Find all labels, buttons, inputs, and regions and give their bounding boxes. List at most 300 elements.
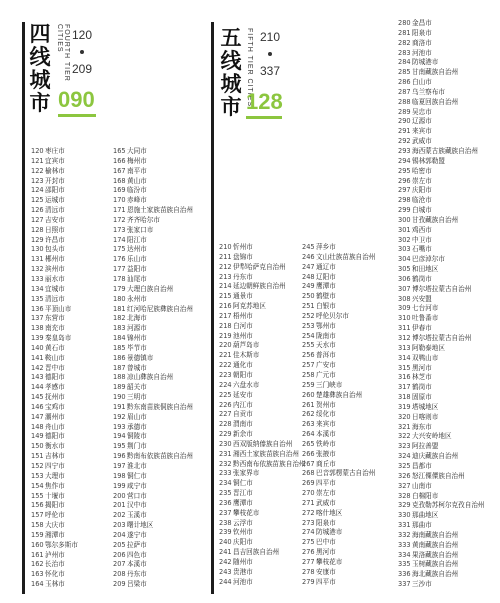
city-row bbox=[31, 501, 78, 511]
city-name: 邵阳市 bbox=[45, 186, 65, 195]
city-rank: 230 bbox=[219, 439, 232, 448]
city-name: 攀枝花市 bbox=[316, 558, 343, 566]
city-name: 赤峰市 bbox=[127, 196, 147, 205]
city-rank: 277 bbox=[302, 558, 315, 566]
city-row bbox=[113, 334, 193, 344]
city-name: 呼伦贝尔市 bbox=[316, 311, 349, 320]
city-rank: 247 bbox=[302, 262, 315, 271]
city-rank: 120 bbox=[31, 147, 44, 155]
city-rank: 251 bbox=[302, 302, 315, 311]
city-name: 吐鲁番市 bbox=[412, 314, 439, 323]
city-rank: 252 bbox=[302, 311, 315, 320]
city-rank: 276 bbox=[302, 548, 315, 557]
city-row bbox=[31, 147, 78, 157]
city-row bbox=[113, 541, 193, 551]
city-rank: 319 bbox=[398, 402, 411, 411]
city-name: 鄂尔多斯市 bbox=[45, 540, 78, 549]
city-name: 大理市 bbox=[45, 471, 65, 480]
city-name: 崇左市 bbox=[412, 176, 432, 185]
city-rank: 269 bbox=[302, 479, 315, 488]
city-name: 汕尾市 bbox=[127, 274, 147, 283]
city-row bbox=[398, 137, 485, 147]
city-rank: 197 bbox=[113, 462, 126, 470]
city-rank: 201 bbox=[113, 501, 126, 510]
city-name: 四平市 bbox=[316, 577, 336, 586]
city-rank: 257 bbox=[302, 361, 315, 370]
city-name: 西双版纳傣族自治州 bbox=[233, 439, 293, 448]
city-name: 萍乡市 bbox=[316, 243, 336, 251]
city-rank: 301 bbox=[398, 225, 411, 234]
city-row bbox=[302, 499, 375, 509]
city-row bbox=[219, 273, 306, 283]
city-rank: 261 bbox=[302, 400, 315, 409]
city-row bbox=[31, 285, 78, 295]
city-name: 黑河市 bbox=[412, 363, 432, 372]
city-name: 咸宁市 bbox=[127, 481, 147, 490]
city-name: 乌兰察布市 bbox=[412, 87, 445, 96]
city-name: 伊犁哈萨克自治州 bbox=[233, 262, 286, 271]
city-row bbox=[113, 245, 193, 255]
city-name: 焦作市 bbox=[45, 481, 65, 490]
city-row bbox=[398, 58, 485, 68]
city-rank: 283 bbox=[398, 48, 411, 57]
city-name: 三明市 bbox=[127, 393, 147, 402]
city-rank: 163 bbox=[31, 570, 44, 579]
city-name: 延边朝鲜族自治州 bbox=[233, 282, 286, 291]
city-row bbox=[31, 177, 78, 187]
city-rank: 137 bbox=[31, 314, 44, 323]
city-name: 鹤岗市 bbox=[412, 274, 432, 283]
city-name: 衡水市 bbox=[45, 442, 65, 451]
city-row bbox=[219, 519, 306, 529]
city-rank: 134 bbox=[31, 284, 44, 293]
city-name: 白棉阳市 bbox=[412, 491, 439, 500]
city-name: 迪庆藏族自治州 bbox=[412, 452, 459, 461]
city-name: 武威市 bbox=[412, 137, 432, 146]
city-rank: 151 bbox=[31, 452, 44, 461]
city-row bbox=[113, 226, 193, 236]
city-row bbox=[302, 568, 375, 578]
city-row bbox=[302, 292, 375, 302]
city-row bbox=[219, 401, 306, 411]
city-name: 博尔塔拉蒙古自治州 bbox=[412, 334, 472, 342]
city-name: 晋中市 bbox=[45, 363, 65, 372]
city-row bbox=[113, 423, 193, 433]
city-rank: 176 bbox=[113, 255, 126, 264]
city-name: 许昌市 bbox=[45, 235, 65, 244]
city-row bbox=[113, 177, 193, 187]
city-name: 玉树藏族自治州 bbox=[412, 560, 459, 569]
city-name: 河源市 bbox=[127, 324, 147, 333]
city-rank: 190 bbox=[113, 393, 126, 402]
city-rank: 270 bbox=[302, 489, 315, 498]
city-row bbox=[398, 19, 485, 29]
city-name: 四平市 bbox=[316, 479, 336, 488]
city-name: 湘西土家族苗族自治州 bbox=[233, 449, 299, 458]
city-name: 日照市 bbox=[45, 225, 65, 234]
city-name: 山南市 bbox=[412, 481, 432, 490]
city-row bbox=[219, 568, 306, 578]
city-name: 昌都市 bbox=[412, 461, 432, 470]
tier4-subtitle-en: FOURTH TIER CITIES bbox=[56, 24, 70, 82]
city-rank: 173 bbox=[113, 225, 126, 234]
city-name: 中卫市 bbox=[412, 235, 432, 244]
city-row bbox=[302, 548, 375, 558]
tier5-range-separator bbox=[268, 52, 272, 56]
city-row bbox=[302, 528, 375, 538]
city-row bbox=[398, 39, 485, 49]
city-rank: 312 bbox=[398, 334, 411, 342]
city-rank: 330 bbox=[398, 511, 411, 520]
city-row bbox=[398, 236, 485, 246]
city-rank: 263 bbox=[302, 420, 315, 429]
city-name: 渭南市 bbox=[233, 420, 253, 429]
tier4-title-char-3: 城 bbox=[29, 68, 51, 92]
city-name: 贵港市 bbox=[233, 567, 253, 576]
tier5-column-2 bbox=[302, 243, 375, 588]
city-name: 韶关市 bbox=[127, 383, 147, 392]
city-row bbox=[398, 127, 485, 137]
city-name: 通景市 bbox=[233, 292, 253, 301]
city-name: 铁岭市 bbox=[316, 439, 336, 448]
city-row bbox=[113, 236, 193, 246]
city-name: 庆阳市 bbox=[412, 186, 432, 195]
city-row bbox=[219, 351, 306, 361]
city-name: 巴彦淖尔市 bbox=[412, 255, 445, 264]
city-rank: 209 bbox=[113, 580, 126, 589]
city-row bbox=[113, 531, 193, 541]
city-row bbox=[302, 558, 375, 568]
city-rank: 229 bbox=[219, 430, 232, 439]
city-name: 黑河市 bbox=[316, 548, 336, 557]
city-rank: 179 bbox=[113, 284, 126, 293]
city-row bbox=[302, 538, 375, 548]
city-name: 白银市 bbox=[316, 302, 336, 311]
city-name: 忻州市 bbox=[233, 243, 253, 251]
city-name: 梅州市 bbox=[127, 156, 147, 165]
city-rank: 336 bbox=[398, 570, 411, 579]
city-name: 六盘水市 bbox=[233, 380, 260, 389]
city-rank: 285 bbox=[398, 68, 411, 77]
tier4-range-start: 120 bbox=[72, 28, 93, 42]
city-row bbox=[398, 580, 485, 590]
city-name: 克孜勒苏柯尔克孜自治州 bbox=[412, 501, 485, 510]
city-rank: 135 bbox=[31, 294, 44, 303]
city-row bbox=[31, 206, 78, 216]
city-row bbox=[302, 519, 375, 529]
city-row bbox=[31, 472, 78, 482]
city-row bbox=[302, 302, 375, 312]
city-rank: 125 bbox=[31, 196, 44, 205]
city-row bbox=[398, 521, 485, 531]
city-rank: 280 bbox=[398, 19, 411, 27]
city-row bbox=[113, 482, 193, 492]
city-rank: 169 bbox=[113, 186, 126, 195]
tier5-subtitle-en: FIFTH TIER CITIES bbox=[246, 28, 253, 108]
city-rank: 140 bbox=[31, 343, 44, 352]
city-name: 清远市 bbox=[45, 206, 65, 215]
city-row bbox=[219, 538, 306, 548]
city-name: 日喀则市 bbox=[412, 412, 439, 421]
city-row bbox=[302, 312, 375, 322]
city-rank: 279 bbox=[302, 577, 315, 586]
city-rank: 310 bbox=[398, 314, 411, 323]
city-row bbox=[113, 216, 193, 226]
city-name: 景德镇市 bbox=[127, 353, 154, 362]
city-row bbox=[31, 275, 78, 285]
city-row bbox=[113, 511, 193, 521]
city-rank: 320 bbox=[398, 412, 411, 421]
city-rank: 162 bbox=[31, 560, 44, 569]
city-name: 玉溪市 bbox=[127, 511, 147, 520]
city-name: 武威市 bbox=[316, 498, 336, 507]
city-row bbox=[398, 551, 485, 561]
city-rank: 126 bbox=[31, 206, 44, 215]
city-rank: 249 bbox=[302, 282, 315, 291]
city-row bbox=[113, 265, 193, 275]
city-rank: 297 bbox=[398, 186, 411, 195]
city-name: 荆门市 bbox=[127, 442, 147, 451]
city-name: 白城市 bbox=[412, 206, 432, 215]
city-rank: 266 bbox=[302, 449, 315, 458]
city-rank: 284 bbox=[398, 58, 411, 67]
city-row bbox=[113, 521, 193, 531]
city-name: 普洱市 bbox=[316, 351, 336, 360]
tier5-title-char-4: 市 bbox=[220, 95, 242, 119]
city-row bbox=[31, 157, 78, 167]
city-rank: 168 bbox=[113, 176, 126, 185]
city-name: 鹰潭市 bbox=[233, 498, 253, 507]
city-rank: 311 bbox=[398, 324, 411, 333]
city-row bbox=[398, 482, 485, 492]
city-name: 吉安市 bbox=[45, 215, 65, 224]
city-row bbox=[31, 226, 78, 236]
city-rank: 204 bbox=[113, 530, 126, 539]
city-rank: 250 bbox=[302, 292, 315, 301]
city-row bbox=[113, 147, 193, 157]
city-row bbox=[398, 265, 485, 275]
city-name: 固原市 bbox=[412, 393, 432, 402]
city-row bbox=[31, 305, 78, 315]
city-rank: 215 bbox=[219, 292, 232, 301]
city-row bbox=[398, 177, 485, 187]
city-rank: 231 bbox=[219, 449, 232, 458]
city-row bbox=[219, 410, 306, 420]
city-rank: 259 bbox=[302, 380, 315, 389]
city-row bbox=[113, 383, 193, 393]
city-name: 益阳市 bbox=[127, 265, 147, 274]
city-name: 达州市 bbox=[127, 245, 147, 254]
city-name: 鹰潭市 bbox=[316, 282, 336, 291]
city-row bbox=[398, 196, 485, 206]
city-row bbox=[398, 511, 485, 521]
city-rank: 154 bbox=[31, 481, 44, 490]
city-row bbox=[398, 88, 485, 98]
city-name: 宜宾市 bbox=[45, 156, 65, 165]
city-rank: 165 bbox=[113, 147, 126, 155]
city-row bbox=[113, 196, 193, 206]
city-row bbox=[219, 460, 306, 470]
city-row bbox=[31, 364, 78, 374]
city-row bbox=[302, 351, 375, 361]
city-name: 铜仁市 bbox=[233, 479, 253, 488]
city-name: 阿勒泰地区 bbox=[412, 343, 445, 352]
city-name: 辽源市 bbox=[412, 117, 432, 126]
city-rank: 281 bbox=[398, 28, 411, 37]
city-rank: 127 bbox=[31, 215, 44, 224]
city-row bbox=[398, 383, 485, 393]
city-rank: 305 bbox=[398, 265, 411, 274]
city-rank: 203 bbox=[113, 521, 126, 530]
city-name: 佳木斯市 bbox=[233, 351, 260, 360]
city-row bbox=[302, 479, 375, 489]
city-rank: 321 bbox=[398, 422, 411, 431]
city-row bbox=[398, 314, 485, 324]
city-name: 齐齐哈尔市 bbox=[127, 215, 160, 224]
city-row bbox=[398, 226, 485, 236]
city-rank: 317 bbox=[398, 383, 411, 392]
city-rank: 121 bbox=[31, 156, 44, 165]
city-rank: 316 bbox=[398, 373, 411, 382]
city-row bbox=[398, 108, 485, 118]
city-name: 恩施土家族苗族自治州 bbox=[127, 206, 193, 215]
city-name: 博尔塔拉蒙古自治州 bbox=[412, 284, 472, 293]
city-name: 鞍山市 bbox=[45, 353, 65, 362]
city-name: 攀枝花市 bbox=[233, 508, 260, 517]
city-row bbox=[31, 521, 78, 531]
city-rank: 246 bbox=[302, 252, 315, 261]
city-name: 石嘴市 bbox=[412, 245, 432, 254]
city-rank: 255 bbox=[302, 341, 315, 350]
city-rank: 182 bbox=[113, 314, 126, 323]
city-name: 本溪市 bbox=[127, 560, 147, 569]
city-rank: 175 bbox=[113, 245, 126, 254]
city-name: 贺州市 bbox=[316, 400, 336, 409]
city-row bbox=[302, 361, 375, 371]
city-row bbox=[31, 354, 78, 364]
city-name: 随州市 bbox=[233, 558, 253, 566]
city-name: 毕节市 bbox=[127, 343, 147, 352]
city-row bbox=[219, 263, 306, 273]
city-row bbox=[302, 469, 375, 479]
city-row bbox=[398, 364, 485, 374]
city-name: 遂宁市 bbox=[127, 530, 147, 539]
city-rank: 294 bbox=[398, 156, 411, 165]
city-row bbox=[398, 501, 485, 511]
city-row bbox=[219, 302, 306, 312]
city-row bbox=[398, 432, 485, 442]
city-name: 铜仁市 bbox=[127, 471, 147, 480]
city-row bbox=[219, 253, 306, 263]
city-rank: 157 bbox=[31, 511, 44, 520]
city-rank: 166 bbox=[113, 156, 126, 165]
city-rank: 241 bbox=[219, 548, 232, 557]
city-row bbox=[302, 420, 375, 430]
tier4-title-char-1: 四 bbox=[29, 22, 51, 46]
city-rank: 160 bbox=[31, 540, 44, 549]
city-rank: 291 bbox=[398, 127, 411, 136]
city-rank: 194 bbox=[113, 432, 126, 441]
city-row bbox=[31, 334, 78, 344]
city-name: 通辽市 bbox=[316, 262, 336, 271]
city-rank: 149 bbox=[31, 432, 44, 441]
city-row bbox=[302, 450, 375, 460]
city-rank: 158 bbox=[31, 521, 44, 530]
tier5-title-char-3: 城 bbox=[220, 72, 242, 96]
city-rank: 216 bbox=[219, 302, 232, 311]
city-rank: 213 bbox=[219, 272, 232, 281]
city-rank: 268 bbox=[302, 469, 315, 478]
city-row bbox=[31, 403, 78, 413]
city-name: 昌吉回族自治州 bbox=[233, 548, 280, 557]
city-rank: 174 bbox=[113, 235, 126, 244]
city-name: 四宁市 bbox=[45, 462, 65, 470]
city-name: 清远市 bbox=[45, 294, 65, 303]
city-rank: 327 bbox=[398, 481, 411, 490]
city-row bbox=[113, 364, 193, 374]
city-name: 那曲市 bbox=[412, 521, 432, 530]
city-name: 大理白族自治州 bbox=[127, 284, 174, 293]
city-name: 那曲地区 bbox=[412, 511, 439, 520]
city-rank: 227 bbox=[219, 410, 232, 419]
city-rank: 245 bbox=[302, 243, 315, 251]
city-rank: 282 bbox=[398, 38, 411, 47]
city-row bbox=[113, 354, 193, 364]
city-row bbox=[302, 578, 375, 588]
city-name: 鸡西市 bbox=[412, 225, 432, 234]
city-rank: 132 bbox=[31, 265, 44, 274]
tier4-column-1 bbox=[31, 147, 78, 590]
city-name: 营口市 bbox=[127, 491, 147, 500]
city-row bbox=[31, 196, 78, 206]
city-rank: 313 bbox=[398, 343, 411, 352]
city-name: 怒江傈僳族自治州 bbox=[412, 471, 465, 480]
city-name: 海西蒙古族藏族自治州 bbox=[412, 146, 478, 155]
city-name: 广安市 bbox=[316, 361, 336, 370]
city-rank: 242 bbox=[219, 558, 232, 566]
city-rank: 130 bbox=[31, 245, 44, 254]
city-row bbox=[31, 580, 78, 590]
city-row bbox=[113, 275, 193, 285]
city-name: 阳江市 bbox=[127, 235, 147, 244]
city-rank: 178 bbox=[113, 274, 126, 283]
city-row bbox=[113, 186, 193, 196]
city-name: 防城港市 bbox=[316, 528, 343, 537]
city-name: 商洛市 bbox=[412, 38, 432, 47]
city-rank: 274 bbox=[302, 528, 315, 537]
city-name: 林芝市 bbox=[412, 373, 432, 382]
city-row bbox=[219, 292, 306, 302]
city-rank: 187 bbox=[113, 363, 126, 372]
city-row bbox=[398, 98, 485, 108]
city-name: 哈密市 bbox=[412, 166, 432, 175]
city-row bbox=[113, 255, 193, 265]
city-rank: 299 bbox=[398, 206, 411, 215]
city-row bbox=[113, 551, 193, 561]
city-row bbox=[31, 570, 78, 580]
city-row bbox=[398, 68, 485, 78]
city-rank: 239 bbox=[219, 528, 232, 537]
city-name: 南平市 bbox=[127, 166, 147, 175]
city-name: 河池市 bbox=[233, 577, 253, 586]
city-row bbox=[398, 492, 485, 502]
city-name: 承德市 bbox=[127, 422, 147, 431]
city-name: 云浮市 bbox=[233, 518, 253, 527]
city-name: 滨州市 bbox=[45, 265, 65, 274]
city-rank: 146 bbox=[31, 402, 44, 411]
city-rank: 324 bbox=[398, 452, 411, 461]
city-row bbox=[31, 255, 78, 265]
